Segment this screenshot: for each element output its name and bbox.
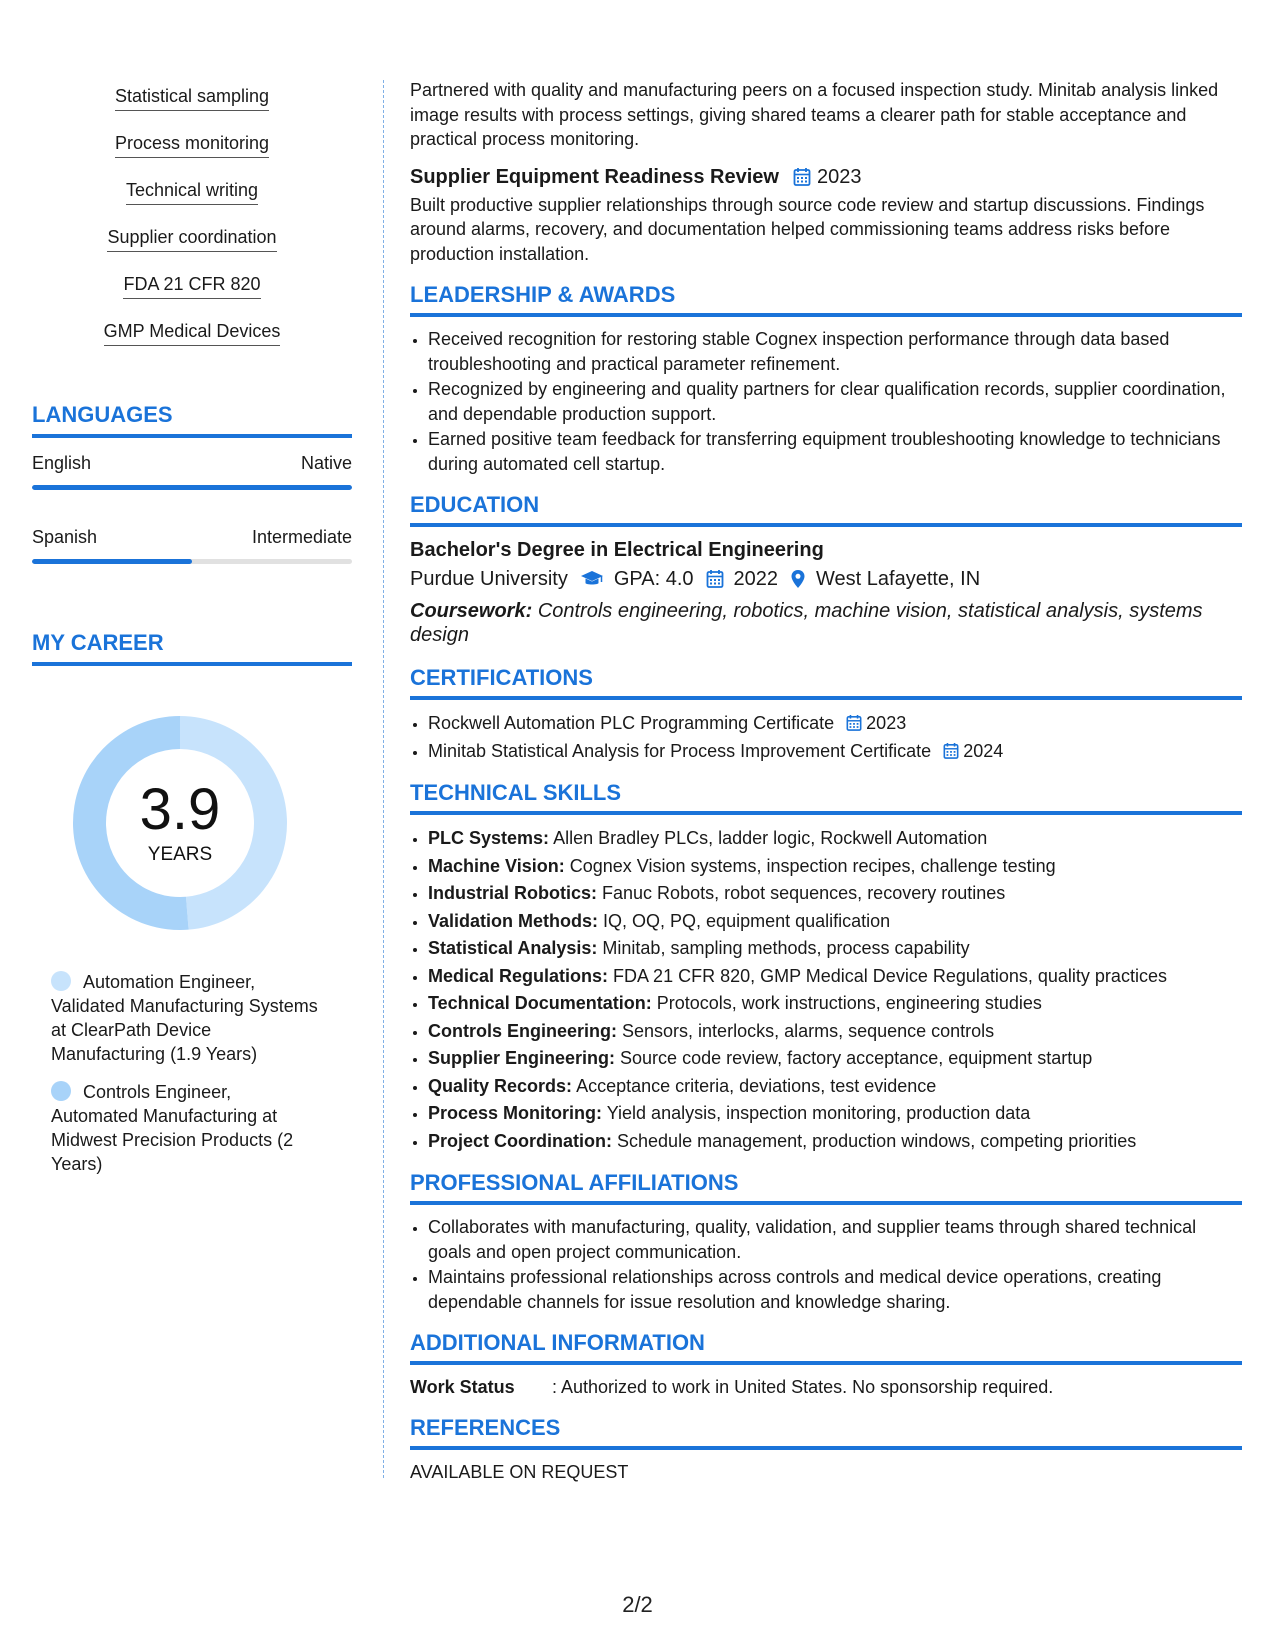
sidebar: [32, 76, 352, 1190]
skill-tag-row: [32, 264, 352, 311]
technical-skill-item: [428, 935, 1242, 962]
technical-skill-label: Supplier Engineering:: [428, 1048, 616, 1068]
certification-item: [428, 738, 1242, 765]
project-entry-title: [410, 164, 1242, 190]
technical-skill-label: Statistical Analysis:: [428, 938, 598, 958]
certification-year: 2023: [866, 713, 907, 733]
references-text: AVAILABLE ON REQUEST: [410, 1462, 629, 1482]
language-proficiency-fill: [32, 559, 192, 564]
language-row: [32, 526, 352, 548]
skill-tags: [32, 76, 352, 358]
skill-tag: GMP Medical Devices: [104, 321, 281, 346]
technical-skill-text: FDA 21 CFR 820, GMP Medical Device Regulations, quality practices: [613, 965, 1167, 986]
career-role-label: Controls Engineer, Automated Manufacturing at Midwest Precision Products (2 Years): [51, 1082, 294, 1174]
affiliation-item: • Collaborates with manufacturing, quality, validation, and supplier teams through shared technical goals and open project communication.: [428, 1215, 1242, 1264]
technical-skill-item: [428, 1073, 1242, 1100]
additional-info-heading: ADDITIONAL INFORMATION: [410, 1330, 1242, 1365]
language-proficiency-fill: [32, 485, 352, 490]
technical-skill-item: [428, 990, 1242, 1017]
skill-tag-row: [32, 170, 352, 217]
language-name: Spanish: [32, 527, 98, 547]
certification-name: • Rockwell Automation PLC Programming Certificate: [428, 713, 835, 733]
leadership-item: • Received recognition for restoring stable Cognex inspection performance through data based troubleshooting and practical parameter refinement.: [428, 327, 1242, 376]
technical-skill-label: Project Coordination:: [428, 1130, 612, 1151]
project-year: 2023: [816, 165, 862, 188]
affiliations-list: [410, 1215, 1242, 1314]
legend-dot: [51, 1081, 71, 1101]
project-intro: Partnered with quality and manufacturing peers on a focused inspection study. Minitab analysis linked image results with process settings, giving shared teams a clearer path for stable acceptance and practical process monitoring.: [410, 80, 1219, 149]
calendar-icon: [846, 714, 862, 732]
skill-tag-row: [32, 123, 352, 170]
technical-skill-text: Protocols, work instructions, engineering studies: [656, 993, 1042, 1013]
education-gpa: GPA: 4.0: [613, 568, 694, 590]
career-legend-item: [51, 970, 321, 1066]
technical-skill-text: Fanuc Robots, robot sequences, recovery routines: [602, 883, 1006, 903]
affiliations-heading: PROFESSIONAL AFFILIATIONS: [410, 1170, 1242, 1205]
technical-skill-text: Yield analysis, inspection monitoring, production data: [606, 1103, 1031, 1123]
skill-tag-row: [32, 311, 352, 358]
technical-skill-item: [428, 963, 1242, 990]
references-heading: REFERENCES: [410, 1415, 1242, 1450]
technical-skill-text: Sensors, interlocks, alarms, sequence controls: [622, 1020, 995, 1041]
coursework-label: Coursework:: [410, 600, 533, 622]
technical-skill-item: [428, 1128, 1242, 1155]
technical-skill-text: Acceptance criteria, deviations, test evidence: [576, 1075, 937, 1096]
career-legend-item: [51, 1080, 321, 1176]
skill-tag: Technical writing: [126, 180, 258, 205]
technical-skill-label: Technical Documentation:: [428, 993, 652, 1013]
technical-skills-list: [410, 825, 1242, 1154]
technical-skill-text: Schedule management, production windows, competing priorities: [617, 1130, 1137, 1151]
technical-skill-label: Quality Records:: [428, 1075, 573, 1096]
legend-dot: [51, 971, 71, 991]
education-heading: EDUCATION: [410, 492, 1242, 527]
calendar-icon: [943, 742, 959, 760]
technical-skill-item: [428, 880, 1242, 907]
calendar-icon: [706, 569, 724, 589]
work-status-value: : Authorized to work in United States. No sponsorship required.: [552, 1377, 1054, 1397]
skill-tag-row: [32, 217, 352, 264]
main-content: [410, 78, 1242, 1484]
technical-skill-text: Allen Bradley PLCs, ladder logic, Rockwell Automation: [553, 828, 988, 848]
education-meta: [410, 565, 1242, 593]
technical-skill-label: Validation Methods:: [428, 910, 599, 931]
skill-tag: Supplier coordination: [107, 227, 276, 252]
certification-name: • Minitab Statistical Analysis for Process Improvement Certificate: [428, 740, 932, 761]
work-status-row: [410, 1375, 1242, 1399]
education-year: 2022: [733, 568, 779, 590]
technical-skill-label: PLC Systems:: [428, 828, 550, 848]
technical-skill-text: Source code review, factory acceptance, equipment startup: [620, 1048, 1093, 1068]
technical-skill-label: Process Monitoring:: [428, 1103, 603, 1123]
certification-row: [428, 710, 1242, 737]
technical-skill-label: Medical Regulations:: [428, 965, 609, 986]
technical-skill-label: Machine Vision:: [428, 855, 565, 876]
technical-skill-item: [428, 1018, 1242, 1045]
technical-skill-item: [428, 825, 1242, 852]
certification-year: 2024: [963, 740, 1004, 761]
language-name: English: [32, 453, 92, 473]
project-title: Supplier Equipment Readiness Review: [410, 165, 779, 188]
technical-skill-label: Industrial Robotics:: [428, 883, 598, 903]
career-heading: MY CAREER: [32, 630, 352, 666]
affiliation-item: • Maintains professional relationships across controls and medical device operations, creating dependable channels for issue resolution and knowledge sharing.: [428, 1265, 1242, 1314]
skill-tag-row: [32, 76, 352, 123]
language-level: Intermediate: [251, 527, 352, 547]
leadership-heading: LEADERSHIP & AWARDS: [410, 282, 1242, 317]
career-role-label: Automation Engineer, Validated Manufacturing Systems at ClearPath Device Manufacturing (1.9 Years): [51, 972, 318, 1064]
technical-skill-item: [428, 1100, 1242, 1127]
education-coursework: [410, 599, 1242, 647]
languages-heading: LANGUAGES: [32, 402, 352, 438]
technical-skill-text: IQ, OQ, PQ, equipment qualification: [603, 910, 891, 931]
technical-skills-heading: TECHNICAL SKILLS: [410, 780, 1242, 815]
certification-item: [428, 710, 1242, 737]
language-proficiency-bar: [32, 559, 352, 564]
career-total-value: 3.9: [139, 777, 221, 842]
technical-skill-text: Minitab, sampling methods, process capability: [602, 938, 970, 958]
language-level: Native: [300, 453, 352, 473]
education-location: West Lafayette, IN: [816, 568, 981, 590]
certification-row: [428, 738, 1242, 765]
leadership-list: [410, 327, 1242, 476]
calendar-icon: [793, 167, 811, 187]
certifications-heading: CERTIFICATIONS: [410, 665, 1242, 700]
career-total-unit: YEARS: [147, 844, 213, 865]
languages-list: [32, 452, 352, 564]
graduation-cap-icon: [580, 570, 604, 588]
technical-skill-item: [428, 908, 1242, 935]
technical-skill-label: Controls Engineering:: [428, 1020, 617, 1041]
page-number: 2/2: [622, 1592, 653, 1617]
coursework-text: Controls engineering, robotics, machine vision, statistical analysis, systems design: [410, 600, 1203, 646]
language-proficiency-bar: [32, 485, 352, 490]
language-item: [32, 452, 352, 490]
map-pin-icon: [790, 569, 806, 589]
donut-center: [67, 710, 293, 936]
work-status-label: Work Status: [410, 1377, 515, 1397]
technical-skill-item: [428, 853, 1242, 880]
language-item: [32, 526, 352, 564]
education-school: Purdue University: [410, 568, 568, 590]
skill-tag: FDA 21 CFR 820: [123, 274, 260, 299]
education-degree: Bachelor's Degree in Electrical Engineering: [410, 539, 824, 561]
career-donut-chart: [67, 710, 293, 936]
leadership-item: • Earned positive team feedback for transferring equipment troubleshooting knowledge to technicians during automated cell startup.: [428, 427, 1242, 476]
skill-tag: Process monitoring: [115, 133, 269, 158]
career-legend: [51, 970, 321, 1176]
project-description: Built productive supplier relationships through source code review and startup discussions. Findings around alarms, recovery, and documentation helped commissioning teams address risks before production installation.: [410, 194, 1205, 264]
column-divider: [383, 80, 384, 1478]
skill-tag: Statistical sampling: [115, 86, 269, 111]
language-row: [32, 452, 352, 474]
certifications-list: [410, 710, 1242, 764]
technical-skill-text: Cognex Vision systems, inspection recipes, challenge testing: [569, 855, 1056, 876]
technical-skill-item: [428, 1045, 1242, 1072]
leadership-item: • Recognized by engineering and quality partners for clear qualification records, supplier coordination, and dependable production support.: [428, 377, 1242, 426]
